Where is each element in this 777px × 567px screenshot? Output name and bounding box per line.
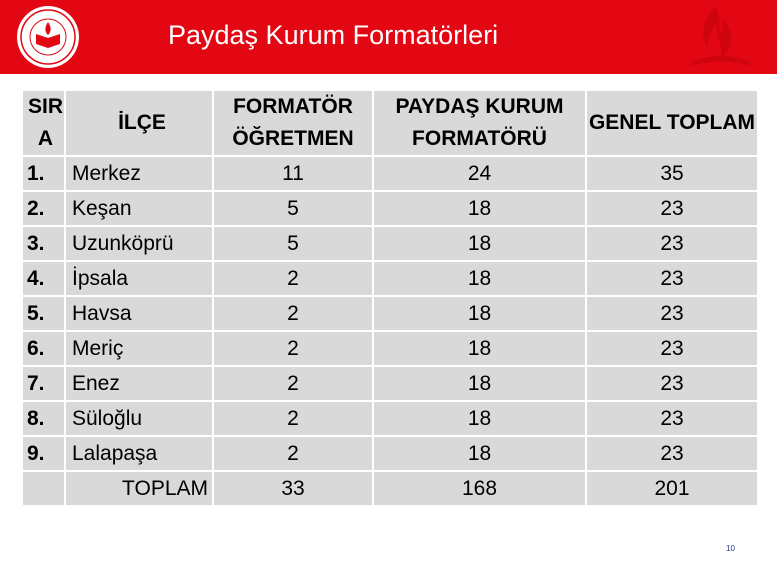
row-ilce: Lalapaşa (66, 437, 212, 470)
header-formator: FORMATÖR ÖĞRETMEN (214, 91, 372, 155)
row-ilce: Keşan (66, 192, 212, 225)
row-number: 3. (23, 227, 64, 260)
row-genel: 23 (587, 437, 757, 470)
row-genel: 23 (587, 297, 757, 330)
total-paydas: 168 (374, 472, 585, 505)
row-genel: 23 (587, 192, 757, 225)
page-title: Paydaş Kurum Formatörleri (168, 20, 499, 50)
row-paydas: 18 (374, 227, 585, 260)
header-bar (0, 0, 777, 74)
row-formator: 5 (214, 192, 372, 225)
row-ilce: Uzunköprü (66, 227, 212, 260)
row-paydas: 24 (374, 157, 585, 190)
row-formator: 2 (214, 332, 372, 365)
row-ilce: Meriç (66, 332, 212, 365)
table-row (23, 437, 757, 470)
row-paydas: 18 (374, 437, 585, 470)
row-paydas: 18 (374, 262, 585, 295)
row-paydas: 18 (374, 332, 585, 365)
header-paydas: PAYDAŞ KURUM FORMATÖRÜ (374, 91, 585, 155)
row-formator: 2 (214, 402, 372, 435)
row-genel: 35 (587, 157, 757, 190)
row-number: 2. (23, 192, 64, 225)
row-genel: 23 (587, 402, 757, 435)
header-sira: SIR A (23, 91, 64, 155)
row-number: 5. (23, 297, 64, 330)
row-genel: 23 (587, 227, 757, 260)
row-formator: 2 (214, 367, 372, 400)
total-label: TOPLAM (66, 472, 212, 505)
flame-watermark-icon (671, 2, 761, 74)
table-row (23, 367, 757, 400)
table-header-row (23, 91, 757, 155)
table-row (23, 192, 757, 225)
row-ilce: Süloğlu (66, 402, 212, 435)
row-number: 8. (23, 402, 64, 435)
table-row (23, 157, 757, 190)
row-formator: 2 (214, 262, 372, 295)
row-paydas: 18 (374, 192, 585, 225)
total-formator: 33 (214, 472, 372, 505)
page-number: 10 (726, 544, 735, 553)
row-formator: 2 (214, 297, 372, 330)
total-number (23, 472, 64, 505)
row-genel: 23 (587, 367, 757, 400)
table-row (23, 262, 757, 295)
row-genel: 23 (587, 332, 757, 365)
row-paydas: 18 (374, 402, 585, 435)
header-ilce: İLÇE (66, 91, 212, 155)
row-paydas: 18 (374, 367, 585, 400)
row-ilce: Enez (66, 367, 212, 400)
row-genel: 23 (587, 262, 757, 295)
row-ilce: Havsa (66, 297, 212, 330)
table-row (23, 297, 757, 330)
row-number: 7. (23, 367, 64, 400)
row-number: 9. (23, 437, 64, 470)
row-formator: 11 (214, 157, 372, 190)
meb-logo (12, 4, 84, 70)
row-paydas: 18 (374, 297, 585, 330)
table-row (23, 332, 757, 365)
header-genel: GENEL TOPLAM (587, 91, 757, 155)
row-number: 1. (23, 157, 64, 190)
table-total-row (23, 472, 757, 505)
total-genel: 201 (587, 472, 757, 505)
row-ilce: Merkez (66, 157, 212, 190)
row-formator: 5 (214, 227, 372, 260)
formator-table (21, 89, 759, 507)
row-number: 4. (23, 262, 64, 295)
table-row (23, 402, 757, 435)
table-row (23, 227, 757, 260)
row-number: 6. (23, 332, 64, 365)
row-ilce: İpsala (66, 262, 212, 295)
row-formator: 2 (214, 437, 372, 470)
